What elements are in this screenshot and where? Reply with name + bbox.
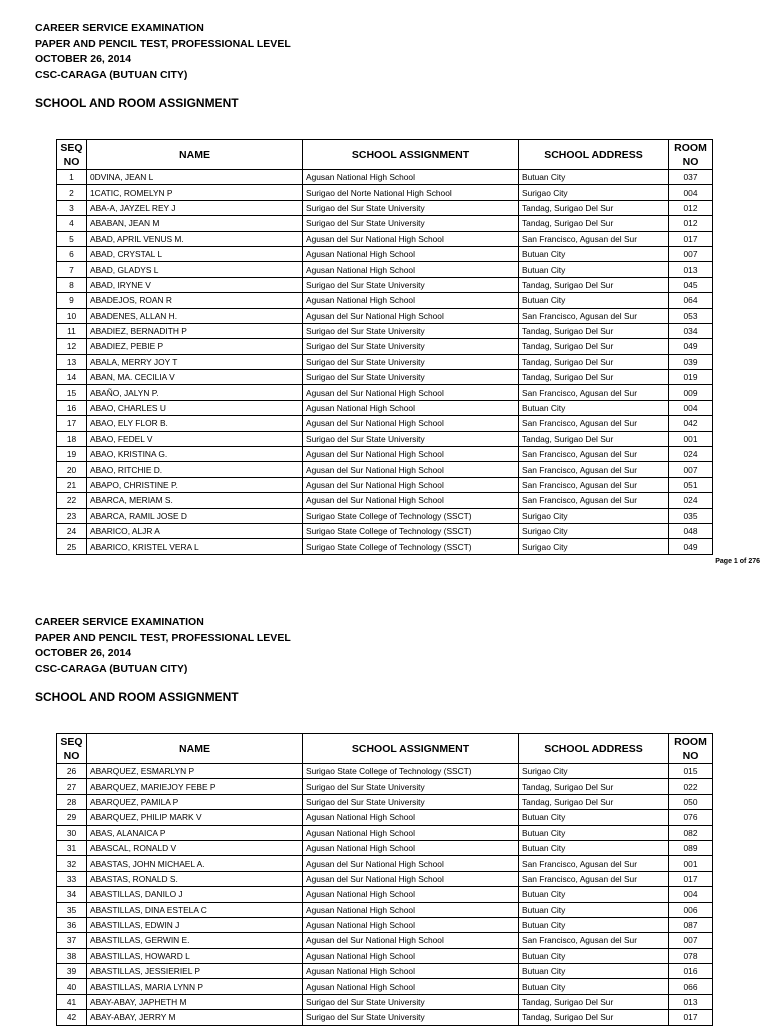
name-cell: ABAD, CRYSTAL L (87, 246, 303, 261)
document-header (35, 615, 291, 677)
room-cell: 012 (669, 216, 713, 231)
address-cell: San Francisco, Agusan del Sur (519, 462, 669, 477)
seq-cell: 10 (57, 308, 87, 323)
school-cell: Agusan del Sur National High School (303, 871, 519, 886)
table-row (57, 370, 713, 385)
table-row (57, 779, 713, 794)
room-cell: 004 (669, 887, 713, 902)
school-cell: Agusan del Sur National High School (303, 856, 519, 871)
name-cell: ABAN, MA. CECILIA V (87, 370, 303, 385)
document-header (35, 21, 291, 83)
seq-cell: 39 (57, 964, 87, 979)
name-cell: ABARCA, MERIAM S. (87, 493, 303, 508)
table-row (57, 323, 713, 338)
address-cell: San Francisco, Agusan del Sur (519, 933, 669, 948)
address-cell: San Francisco, Agusan del Sur (519, 477, 669, 492)
address-cell: San Francisco, Agusan del Sur (519, 871, 669, 886)
table-row (57, 794, 713, 809)
address-cell: Butuan City (519, 887, 669, 902)
exam-office: CSC-CARAGA (BUTUAN CITY) (35, 68, 188, 81)
name-cell: ABADIEZ, PEBIE P (87, 339, 303, 354)
school-cell: Agusan National High School (303, 902, 519, 917)
address-cell: Surigao City (519, 508, 669, 523)
name-cell: ABADEJOS, ROAN R (87, 293, 303, 308)
name-cell: ABASTILLAS, GERWIN E. (87, 933, 303, 948)
name-cell: ABASCAL, RONALD V (87, 840, 303, 855)
room-cell: 015 (669, 764, 713, 779)
seq-header (57, 140, 87, 170)
name-cell: ABAD, IRYNE V (87, 277, 303, 292)
school-cell: Surigao del Sur State University (303, 354, 519, 369)
address-cell: Butuan City (519, 810, 669, 825)
address-cell: Tandag, Surigao Del Sur (519, 216, 669, 231)
seq-cell: 32 (57, 856, 87, 871)
school-cell: Agusan National High School (303, 293, 519, 308)
address-cell: Tandag, Surigao Del Sur (519, 200, 669, 215)
table-row (57, 964, 713, 979)
room-cell: 024 (669, 447, 713, 462)
room-cell: 017 (669, 871, 713, 886)
address-cell: Butuan City (519, 293, 669, 308)
address-cell: Tandag, Surigao Del Sur (519, 370, 669, 385)
address-header: SCHOOL ADDRESS (519, 734, 669, 764)
table-row (57, 246, 713, 261)
seq-cell: 23 (57, 508, 87, 523)
school-cell: Agusan National High School (303, 917, 519, 932)
seq-cell: 38 (57, 948, 87, 963)
assignment-table (56, 733, 713, 1026)
table-row (57, 416, 713, 431)
school-cell: Agusan del Sur National High School (303, 385, 519, 400)
school-cell: Agusan National High School (303, 948, 519, 963)
seq-cell: 2 (57, 185, 87, 200)
room-cell: 039 (669, 354, 713, 369)
school-cell: Agusan del Sur National High School (303, 416, 519, 431)
school-cell: Agusan National High School (303, 979, 519, 994)
school-cell: Agusan National High School (303, 400, 519, 415)
room-header-line2: NO (682, 155, 699, 168)
school-cell: Agusan del Sur National High School (303, 493, 519, 508)
room-cell: 009 (669, 385, 713, 400)
section-subheading: SCHOOL AND ROOM ASSIGNMENT (35, 690, 239, 704)
address-cell: San Francisco, Agusan del Sur (519, 308, 669, 323)
address-cell: Butuan City (519, 917, 669, 932)
address-cell: Tandag, Surigao Del Sur (519, 1010, 669, 1025)
section-subheading: SCHOOL AND ROOM ASSIGNMENT (35, 96, 239, 110)
school-cell: Surigao State College of Technology (SSCT) (303, 508, 519, 523)
table-row (57, 887, 713, 902)
room-cell: 019 (669, 370, 713, 385)
address-cell: Tandag, Surigao Del Sur (519, 354, 669, 369)
seq-cell: 29 (57, 810, 87, 825)
address-cell: Surigao City (519, 523, 669, 538)
name-cell: ABAY-ABAY, JAPHETH M (87, 994, 303, 1009)
seq-cell: 42 (57, 1010, 87, 1025)
name-cell: ABA-A, JAYZEL REY J (87, 200, 303, 215)
table-row (57, 840, 713, 855)
table-row (57, 216, 713, 231)
seq-cell: 28 (57, 794, 87, 809)
table-row (57, 933, 713, 948)
table-row (57, 170, 713, 185)
school-cell: Agusan National High School (303, 170, 519, 185)
room-cell: 034 (669, 323, 713, 338)
room-cell: 049 (669, 539, 713, 554)
name-cell: ABAO, CHARLES U (87, 400, 303, 415)
seq-cell: 4 (57, 216, 87, 231)
seq-cell: 36 (57, 917, 87, 932)
room-cell: 049 (669, 339, 713, 354)
address-cell: San Francisco, Agusan del Sur (519, 231, 669, 246)
name-cell: ABASTILLAS, EDWIN J (87, 917, 303, 932)
table-row (57, 262, 713, 277)
name-cell: ABAPO, CHRISTINE P. (87, 477, 303, 492)
room-cell: 064 (669, 293, 713, 308)
seq-cell: 1 (57, 170, 87, 185)
name-cell: ABASTILLAS, DINA ESTELA C (87, 902, 303, 917)
table-row (57, 477, 713, 492)
room-header (669, 140, 713, 170)
name-cell: ABARQUEZ, ESMARLYN P (87, 764, 303, 779)
table-row (57, 825, 713, 840)
seq-header-line2: NO (63, 749, 80, 762)
table-row (57, 293, 713, 308)
seq-cell: 33 (57, 871, 87, 886)
seq-cell: 41 (57, 994, 87, 1009)
school-cell: Agusan National High School (303, 825, 519, 840)
room-cell: 004 (669, 400, 713, 415)
name-cell: ABARQUEZ, MARIEJOY FEBE P (87, 779, 303, 794)
school-cell: Surigao del Sur State University (303, 1010, 519, 1025)
name-cell: ABAS, ALANAICA P (87, 825, 303, 840)
seq-cell: 16 (57, 400, 87, 415)
seq-cell: 17 (57, 416, 87, 431)
name-cell: 0DVINA, JEAN L (87, 170, 303, 185)
school-cell: Agusan del Sur National High School (303, 308, 519, 323)
room-cell: 004 (669, 185, 713, 200)
seq-cell: 31 (57, 840, 87, 855)
room-cell: 053 (669, 308, 713, 323)
address-cell: Butuan City (519, 948, 669, 963)
room-cell: 012 (669, 200, 713, 215)
table-row (57, 871, 713, 886)
seq-cell: 25 (57, 539, 87, 554)
school-cell: Agusan National High School (303, 810, 519, 825)
seq-cell: 19 (57, 447, 87, 462)
table-header-row (57, 734, 713, 764)
address-cell: Tandag, Surigao Del Sur (519, 994, 669, 1009)
school-cell: Agusan del Sur National High School (303, 462, 519, 477)
name-cell: ABARICO, KRISTEL VERA L (87, 539, 303, 554)
school-cell: Agusan National High School (303, 840, 519, 855)
school-cell: Surigao State College of Technology (SSCT) (303, 523, 519, 538)
seq-cell: 35 (57, 902, 87, 917)
exam-title: CAREER SERVICE EXAMINATION (35, 22, 204, 34)
page-number: Page 1 of 276 (715, 558, 760, 565)
name-cell: ABAD, GLADYS L (87, 262, 303, 277)
school-cell: Agusan del Sur National High School (303, 933, 519, 948)
table-row (57, 764, 713, 779)
address-cell: Surigao City (519, 764, 669, 779)
room-cell: 007 (669, 933, 713, 948)
name-cell: ABASTAS, JOHN MICHAEL A. (87, 856, 303, 871)
address-cell: Butuan City (519, 979, 669, 994)
room-cell: 045 (669, 277, 713, 292)
seq-cell: 3 (57, 200, 87, 215)
name-cell: ABARQUEZ, PHILIP MARK V (87, 810, 303, 825)
address-cell: San Francisco, Agusan del Sur (519, 385, 669, 400)
room-cell: 087 (669, 917, 713, 932)
table-row (57, 354, 713, 369)
address-cell: Butuan City (519, 400, 669, 415)
address-cell: Tandag, Surigao Del Sur (519, 339, 669, 354)
seq-cell: 34 (57, 887, 87, 902)
school-cell: Surigao State College of Technology (SSCT) (303, 764, 519, 779)
name-cell: ABAO, FEDEL V (87, 431, 303, 446)
seq-cell: 27 (57, 779, 87, 794)
school-cell: Surigao del Sur State University (303, 200, 519, 215)
room-cell: 066 (669, 979, 713, 994)
seq-cell: 20 (57, 462, 87, 477)
school-cell: Agusan National High School (303, 262, 519, 277)
seq-cell: 9 (57, 293, 87, 308)
exam-date: OCTOBER 26, 2014 (35, 647, 132, 659)
seq-header-line1: SEQ (60, 735, 83, 748)
address-cell: Tandag, Surigao Del Sur (519, 431, 669, 446)
address-cell: Tandag, Surigao Del Sur (519, 323, 669, 338)
room-cell: 035 (669, 508, 713, 523)
school-cell: Surigao del Sur State University (303, 794, 519, 809)
school-cell: Agusan del Sur National High School (303, 231, 519, 246)
name-cell: ABASTAS, RONALD S. (87, 871, 303, 886)
address-cell: Surigao City (519, 185, 669, 200)
table-row (57, 902, 713, 917)
table-row (57, 431, 713, 446)
name-cell: ABAÑO, JALYN P. (87, 385, 303, 400)
room-header (669, 734, 713, 764)
room-cell: 037 (669, 170, 713, 185)
seq-cell: 7 (57, 262, 87, 277)
name-cell: ABARICO, ALJR A (87, 523, 303, 538)
test-level: PAPER AND PENCIL TEST, PROFESSIONAL LEVEL (35, 37, 291, 50)
table-body (57, 764, 713, 1026)
table-row (57, 231, 713, 246)
name-cell: ABASTILLAS, HOWARD L (87, 948, 303, 963)
address-cell: Butuan City (519, 840, 669, 855)
school-cell: Surigao del Sur State University (303, 370, 519, 385)
exam-title: CAREER SERVICE EXAMINATION (35, 616, 204, 628)
table-header-row (57, 140, 713, 170)
room-cell: 042 (669, 416, 713, 431)
school-cell: Surigao del Sur State University (303, 339, 519, 354)
address-cell: Tandag, Surigao Del Sur (519, 779, 669, 794)
seq-cell: 12 (57, 339, 87, 354)
name-header: NAME (87, 140, 303, 170)
address-cell: Surigao City (519, 539, 669, 554)
table-row (57, 979, 713, 994)
school-cell: Surigao del Sur State University (303, 216, 519, 231)
table-row (57, 539, 713, 554)
table-row (57, 462, 713, 477)
school-cell: Surigao del Sur State University (303, 323, 519, 338)
table-row (57, 917, 713, 932)
seq-cell: 13 (57, 354, 87, 369)
room-cell: 013 (669, 262, 713, 277)
name-cell: ABASTILLAS, MARIA LYNN P (87, 979, 303, 994)
seq-cell: 14 (57, 370, 87, 385)
room-header-line1: ROOM (674, 141, 707, 154)
room-header-line1: ROOM (674, 735, 707, 748)
school-cell: Surigao del Sur State University (303, 277, 519, 292)
address-header: SCHOOL ADDRESS (519, 140, 669, 170)
address-cell: Butuan City (519, 246, 669, 261)
address-cell: San Francisco, Agusan del Sur (519, 416, 669, 431)
name-cell: ABARQUEZ, PAMILA P (87, 794, 303, 809)
table-row (57, 856, 713, 871)
seq-cell: 18 (57, 431, 87, 446)
school-cell: Agusan del Sur National High School (303, 447, 519, 462)
room-cell: 001 (669, 431, 713, 446)
name-cell: ABASTILLAS, JESSIERIEL P (87, 964, 303, 979)
table-row (57, 385, 713, 400)
seq-cell: 37 (57, 933, 87, 948)
name-cell: ABADENES, ALLAN H. (87, 308, 303, 323)
school-cell: Surigao del Norte National High School (303, 185, 519, 200)
seq-cell: 40 (57, 979, 87, 994)
name-cell: ABALA, MERRY JOY T (87, 354, 303, 369)
room-cell: 016 (669, 964, 713, 979)
room-cell: 078 (669, 948, 713, 963)
room-cell: 017 (669, 1010, 713, 1025)
name-header: NAME (87, 734, 303, 764)
room-cell: 048 (669, 523, 713, 538)
seq-header (57, 734, 87, 764)
school-cell: Agusan del Sur National High School (303, 477, 519, 492)
name-cell: 1CATIC, ROMELYN P (87, 185, 303, 200)
seq-header-line1: SEQ (60, 141, 83, 154)
table-row (57, 994, 713, 1009)
room-cell: 017 (669, 231, 713, 246)
table-row (57, 277, 713, 292)
room-cell: 024 (669, 493, 713, 508)
address-cell: San Francisco, Agusan del Sur (519, 447, 669, 462)
room-cell: 013 (669, 994, 713, 1009)
room-cell: 082 (669, 825, 713, 840)
name-cell: ABAO, KRISTINA G. (87, 447, 303, 462)
name-cell: ABAO, RITCHIE D. (87, 462, 303, 477)
table-row (57, 810, 713, 825)
name-cell: ABABAN, JEAN M (87, 216, 303, 231)
table-row (57, 308, 713, 323)
seq-header-line2: NO (63, 155, 80, 168)
table-row (57, 339, 713, 354)
seq-cell: 22 (57, 493, 87, 508)
school-cell: Surigao State College of Technology (SSCT) (303, 539, 519, 554)
room-cell: 001 (669, 856, 713, 871)
seq-cell: 24 (57, 523, 87, 538)
table-row (57, 200, 713, 215)
school-header: SCHOOL ASSIGNMENT (303, 140, 519, 170)
seq-cell: 15 (57, 385, 87, 400)
name-cell: ABASTILLAS, DANILO J (87, 887, 303, 902)
table-row (57, 948, 713, 963)
room-cell: 089 (669, 840, 713, 855)
address-cell: Butuan City (519, 170, 669, 185)
room-cell: 076 (669, 810, 713, 825)
school-cell: Agusan National High School (303, 887, 519, 902)
table-row (57, 508, 713, 523)
seq-cell: 21 (57, 477, 87, 492)
table-row (57, 447, 713, 462)
room-cell: 007 (669, 246, 713, 261)
room-cell: 050 (669, 794, 713, 809)
table-row (57, 185, 713, 200)
school-cell: Agusan National High School (303, 964, 519, 979)
address-cell: Tandag, Surigao Del Sur (519, 277, 669, 292)
table-body (57, 170, 713, 555)
exam-office: CSC-CARAGA (BUTUAN CITY) (35, 662, 188, 675)
name-cell: ABADIEZ, BERNADITH P (87, 323, 303, 338)
seq-cell: 26 (57, 764, 87, 779)
seq-cell: 30 (57, 825, 87, 840)
school-cell: Surigao del Sur State University (303, 779, 519, 794)
seq-cell: 8 (57, 277, 87, 292)
school-cell: Surigao del Sur State University (303, 994, 519, 1009)
exam-date: OCTOBER 26, 2014 (35, 53, 132, 65)
table-row (57, 1010, 713, 1025)
seq-cell: 11 (57, 323, 87, 338)
table-row (57, 400, 713, 415)
room-header-line2: NO (682, 749, 699, 762)
seq-cell: 6 (57, 246, 87, 261)
room-cell: 051 (669, 477, 713, 492)
table-row (57, 523, 713, 538)
address-cell: Tandag, Surigao Del Sur (519, 794, 669, 809)
address-cell: Butuan City (519, 825, 669, 840)
seq-cell: 5 (57, 231, 87, 246)
table-row (57, 493, 713, 508)
test-level: PAPER AND PENCIL TEST, PROFESSIONAL LEVEL (35, 631, 291, 644)
address-cell: San Francisco, Agusan del Sur (519, 856, 669, 871)
assignment-table (56, 139, 713, 555)
room-cell: 022 (669, 779, 713, 794)
name-cell: ABAD, APRIL VENUS M. (87, 231, 303, 246)
address-cell: Butuan City (519, 964, 669, 979)
room-cell: 006 (669, 902, 713, 917)
room-cell: 007 (669, 462, 713, 477)
address-cell: San Francisco, Agusan del Sur (519, 493, 669, 508)
school-cell: Surigao del Sur State University (303, 431, 519, 446)
name-cell: ABAY-ABAY, JERRY M (87, 1010, 303, 1025)
school-cell: Agusan National High School (303, 246, 519, 261)
address-cell: Butuan City (519, 902, 669, 917)
address-cell: Butuan City (519, 262, 669, 277)
name-cell: ABAO, ELY FLOR B. (87, 416, 303, 431)
school-header: SCHOOL ASSIGNMENT (303, 734, 519, 764)
name-cell: ABARCA, RAMIL JOSE D (87, 508, 303, 523)
